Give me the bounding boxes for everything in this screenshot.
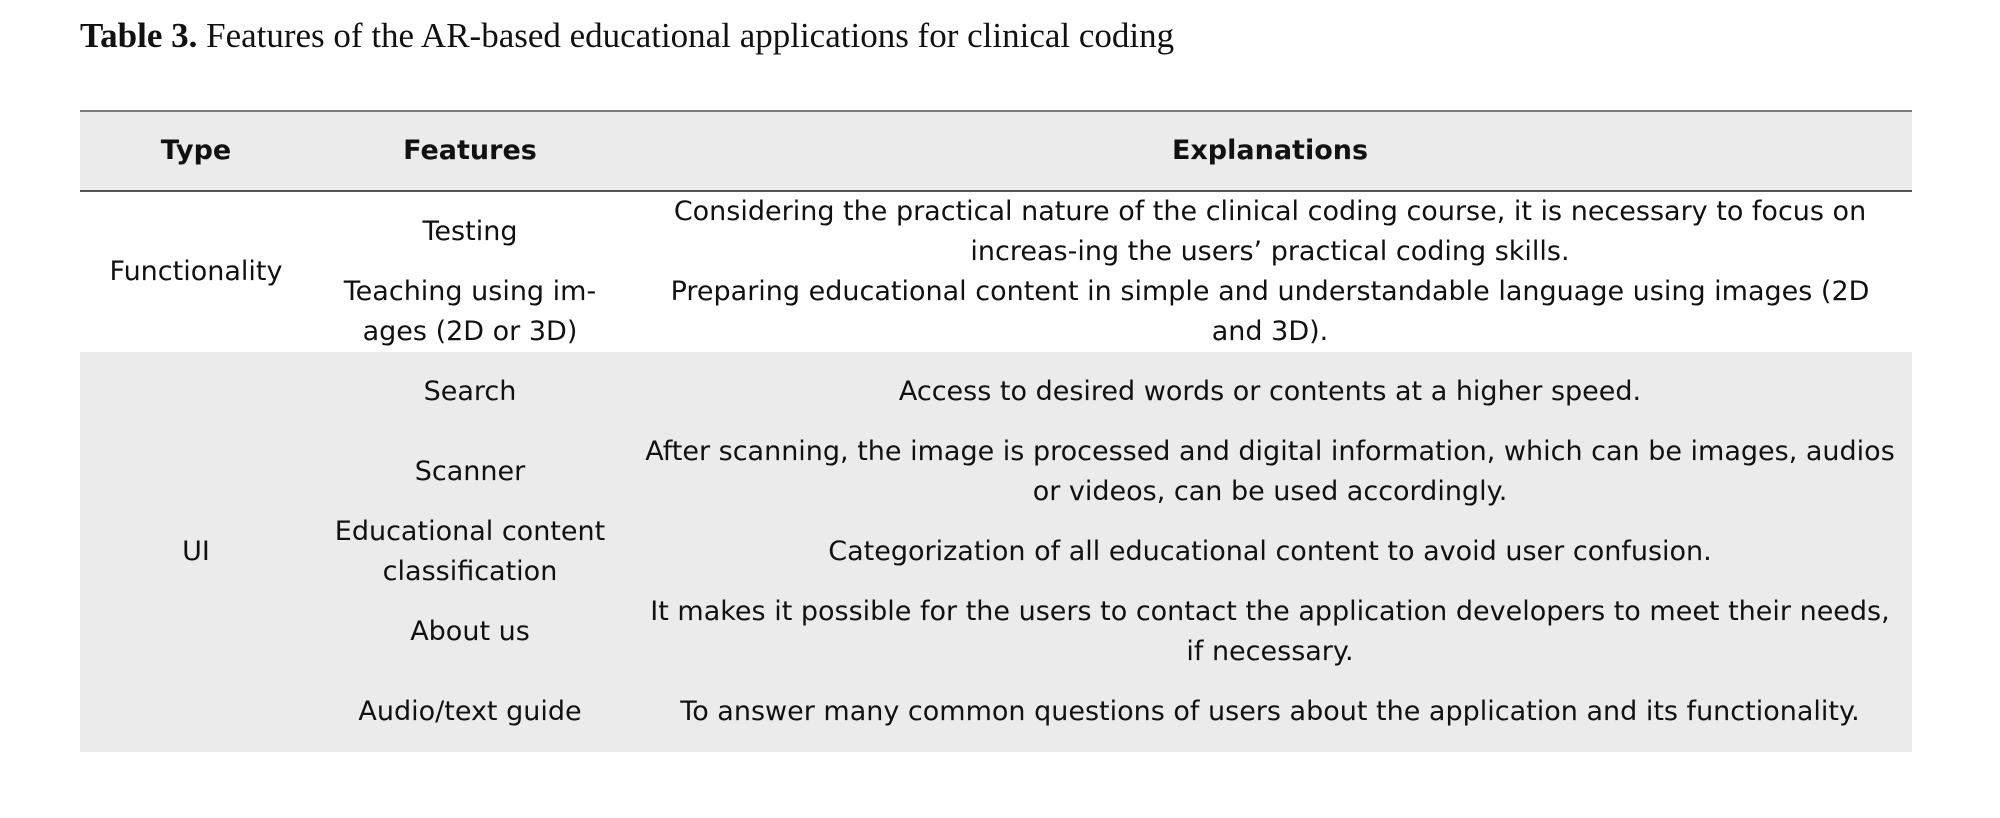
feature-cell: Testing [422, 216, 518, 247]
explanation-cell: Access to desired words or contents at a higher speed. [898, 376, 1642, 407]
table-caption [80, 16, 1174, 56]
feature-cell: Audio/text guide [358, 696, 582, 727]
functionality-group [80, 191, 1912, 352]
header-features: Features [312, 111, 628, 191]
table-row [80, 592, 1912, 672]
feature-cell: Scanner [414, 456, 526, 487]
table-row [80, 191, 1912, 272]
header-explanations: Explanations [628, 111, 1912, 191]
table-row [80, 352, 1912, 432]
header-type: Type [80, 111, 312, 191]
feature-cell: Teaching using im-ages (2D or 3D) [343, 276, 597, 347]
table-row [80, 672, 1912, 752]
explanation-cell: Categorization of all educational content to avoid user confusion. [828, 536, 1712, 567]
feature-cell: Search [423, 376, 517, 407]
type-cell: UI [182, 536, 210, 567]
explanation-cell: Considering the practical nature of the clinical coding course, it is necessary to focus on increas-ing the users’ practical coding skills. [673, 196, 1867, 267]
table-header-row [80, 111, 1912, 191]
ui-group [80, 352, 1912, 752]
explanation-cell: To answer many common questions of users about the application and its functionality. [680, 696, 1860, 727]
feature-cell: About us [410, 616, 530, 647]
table-row [80, 272, 1912, 352]
explanation-cell: After scanning, the image is processed and digital information, which can be images, audios or videos, can be used accordingly. [645, 436, 1895, 507]
table-title: Features of the AR-based educational applications for clinical coding [206, 16, 1175, 55]
table-row [80, 432, 1912, 512]
features-table [80, 110, 1912, 752]
explanation-cell: Preparing educational content in simple and understandable language using images (2D and 3D). [670, 276, 1870, 347]
table-row [80, 512, 1912, 592]
explanation-cell: It makes it possible for the users to contact the application developers to meet their needs, if necessary. [650, 596, 1890, 667]
feature-cell: Educational content classification [334, 516, 606, 587]
table-number: Table 3. [80, 16, 198, 55]
type-cell: Functionality [109, 256, 283, 287]
